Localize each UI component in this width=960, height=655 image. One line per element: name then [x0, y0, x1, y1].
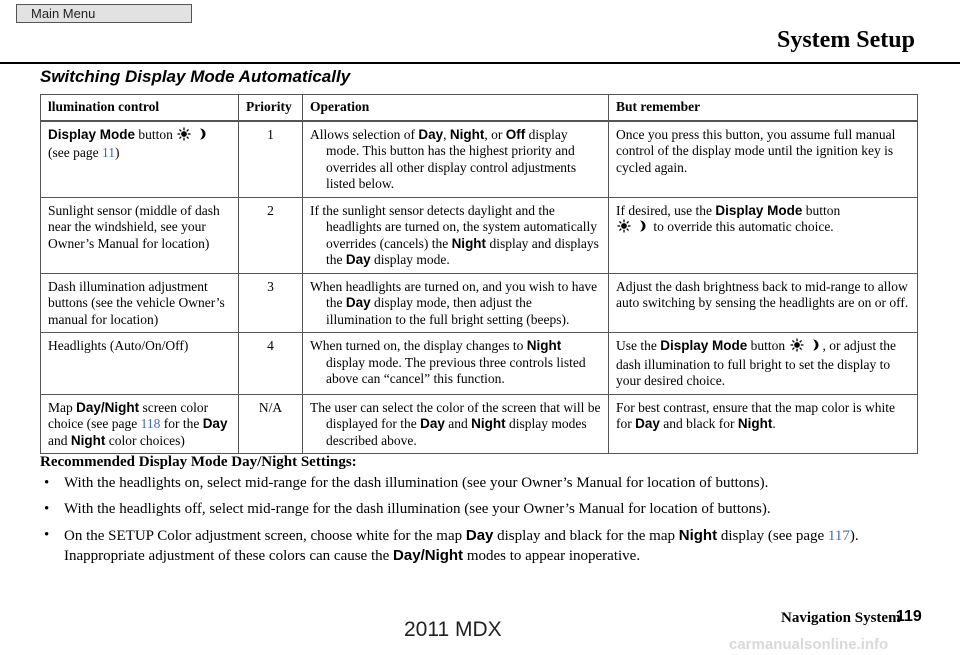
- page-link-118[interactable]: 118: [140, 416, 161, 431]
- operation-text: display and displays the: [326, 235, 599, 267]
- remember-cell: Adjust the dash brightness back to mid-range to allow auto switching by sensing the headlights are on or off.: [609, 273, 918, 333]
- night-term: Night: [451, 235, 487, 251]
- remember-text: .: [772, 416, 776, 431]
- column-header-control: llumination control: [41, 95, 239, 121]
- remember-text: Use the: [616, 338, 661, 353]
- operation-text: display mode. The previous three controls listed above can “cancel” this function.: [326, 354, 586, 386]
- recommended-settings-list: [40, 474, 920, 573]
- remember-cell: Once you press this button, you assume full manual control of the display mode until the ignition key is cycled again.: [609, 121, 918, 198]
- operation-text: display mode.: [370, 252, 450, 267]
- operation-text: When headlights are turned on, and you wish to have the: [310, 278, 598, 310]
- day-term: Day: [76, 399, 101, 415]
- priority-cell: 4: [239, 333, 303, 395]
- operation-text: ,: [443, 126, 450, 142]
- section-title: Switching Display Mode Automatically: [40, 67, 351, 86]
- see-page-text: (see page: [48, 145, 102, 160]
- day-term: Day: [420, 416, 445, 431]
- remember-cell: [609, 197, 918, 273]
- footer-model-label: 2011 MDX: [404, 618, 502, 641]
- table-header-row: [41, 95, 918, 121]
- operation-text: , or: [484, 126, 506, 142]
- operation-cell: [303, 394, 609, 454]
- title-divider: [0, 62, 960, 64]
- control-text: color choices): [105, 432, 185, 448]
- table-row: [41, 121, 918, 198]
- remember-text: to override this automatic choice.: [650, 219, 834, 234]
- day-term: Day: [635, 416, 660, 431]
- operation-cell: [303, 273, 609, 333]
- control-cell: Headlights (Auto/On/Off): [41, 333, 239, 395]
- list-item: • With the headlights on, select mid-range for the dash illumination (see your Owner’s Manual for location of buttons).: [40, 474, 920, 493]
- sun-moon-icon: [632, 219, 650, 238]
- table-row: [41, 394, 918, 454]
- day-term: Day: [345, 252, 371, 267]
- off-term: Off: [505, 126, 526, 142]
- control-text: screen color choice (see page: [48, 399, 209, 431]
- night-term: Night: [737, 416, 773, 431]
- recommended-settings-title: Recommended Display Mode Day/Night Settings:: [40, 454, 357, 470]
- see-page-close: ): [114, 145, 120, 160]
- night-term: Night: [471, 416, 506, 431]
- display-mode-term: Display Mode: [48, 126, 136, 142]
- remember-text: button: [747, 338, 789, 353]
- display-mode-term: Display Mode: [715, 202, 803, 218]
- control-cell: [41, 121, 239, 198]
- operation-cell: [303, 333, 609, 395]
- sun-moon-icon: [176, 127, 210, 146]
- remember-text: button: [802, 202, 841, 218]
- night-term: Night: [678, 527, 718, 544]
- page-link-117[interactable]: 117: [827, 528, 850, 544]
- bullet-text: display (see page: [717, 528, 828, 544]
- bullet-text: ). Inappropriate adjustment of these colors can cause the: [64, 528, 859, 564]
- operation-text: display mode. This button has the highest priority and overrides all other display control adjustments listed below.: [326, 126, 577, 191]
- operation-text: Allows selection of: [310, 126, 419, 142]
- operation-text: display mode, then adjust the illumination to the full bright setting (beeps).: [326, 295, 570, 327]
- control-text: and: [48, 432, 71, 448]
- column-header-remember: But remember: [609, 95, 918, 121]
- day-term: Day: [345, 295, 371, 310]
- remember-cell: [609, 394, 918, 454]
- control-cell: Dash illumination adjustment buttons (see the vehicle Owner’s manual for location): [41, 273, 239, 333]
- operation-text: display modes described above.: [326, 416, 587, 448]
- night-term: Night: [104, 399, 140, 415]
- remember-text: For best contrast, ensure that the map color is white for: [616, 399, 895, 431]
- day-term: Day: [418, 126, 444, 142]
- priority-cell: 3: [239, 273, 303, 333]
- operation-cell: [303, 121, 609, 198]
- table-row: [41, 197, 918, 273]
- remember-text: , or adjust the dash illumination to full bright to set the display to your desired choice.: [616, 338, 897, 388]
- operation-text: and: [444, 416, 472, 431]
- operation-text: The user can select the color of the screen that will be displayed for the: [310, 399, 601, 431]
- bullet-text: modes to appear inoperative.: [463, 548, 641, 564]
- night-term: Night: [70, 432, 106, 448]
- remember-text: and black for: [659, 416, 738, 431]
- footer-nav-label: Navigation System: [781, 610, 901, 626]
- page-link-11[interactable]: 11: [101, 145, 115, 160]
- priority-cell: N/A: [239, 394, 303, 454]
- page-title: System Setup: [776, 27, 915, 53]
- remember-text: If desired, use the: [616, 202, 716, 218]
- control-text: Map: [48, 399, 77, 415]
- day-night-term: Day/Night: [393, 547, 464, 564]
- column-header-operation: Operation: [303, 95, 609, 121]
- control-text: for the: [160, 416, 203, 431]
- page-number: 119: [896, 608, 922, 625]
- list-item: [40, 526, 920, 566]
- operation-text: If the sunlight sensor detects daylight and the headlights are turned on, the system automatically overrides (cancels) the: [310, 202, 598, 251]
- watermark: carmanualsonline.info: [729, 636, 889, 653]
- priority-cell: 2: [239, 197, 303, 273]
- priority-cell: 1: [239, 121, 303, 198]
- list-item: • With the headlights off, select mid-range for the dash illumination (see your Owner’s Manual for location of buttons).: [40, 500, 920, 519]
- bullet-text: On the SETUP Color adjustment screen, choose white for the map: [64, 528, 466, 544]
- day-term: Day: [465, 527, 494, 544]
- column-header-priority: Priority: [239, 95, 303, 121]
- control-cell: [41, 394, 239, 454]
- display-mode-term: Display Mode: [660, 338, 748, 353]
- night-term: Night: [449, 126, 485, 142]
- table-row: [41, 273, 918, 333]
- illumination-control-table: [40, 94, 918, 454]
- bullet-text: display and black for the map: [493, 528, 679, 544]
- remember-cell: [609, 333, 918, 395]
- control-text: button: [135, 126, 173, 142]
- day-term: Day: [202, 416, 228, 431]
- operation-text: When turned on, the display changes to: [310, 338, 527, 353]
- sun-moon-icon: [789, 338, 823, 357]
- table-row: [41, 333, 918, 395]
- control-cell: Sunlight sensor (middle of dash near the windshield, see your Owner’s Manual for location): [41, 197, 239, 273]
- night-term: Night: [526, 338, 562, 353]
- slash: /: [100, 399, 105, 415]
- operation-cell: [303, 197, 609, 273]
- main-menu-button[interactable]: Main Menu: [16, 4, 192, 23]
